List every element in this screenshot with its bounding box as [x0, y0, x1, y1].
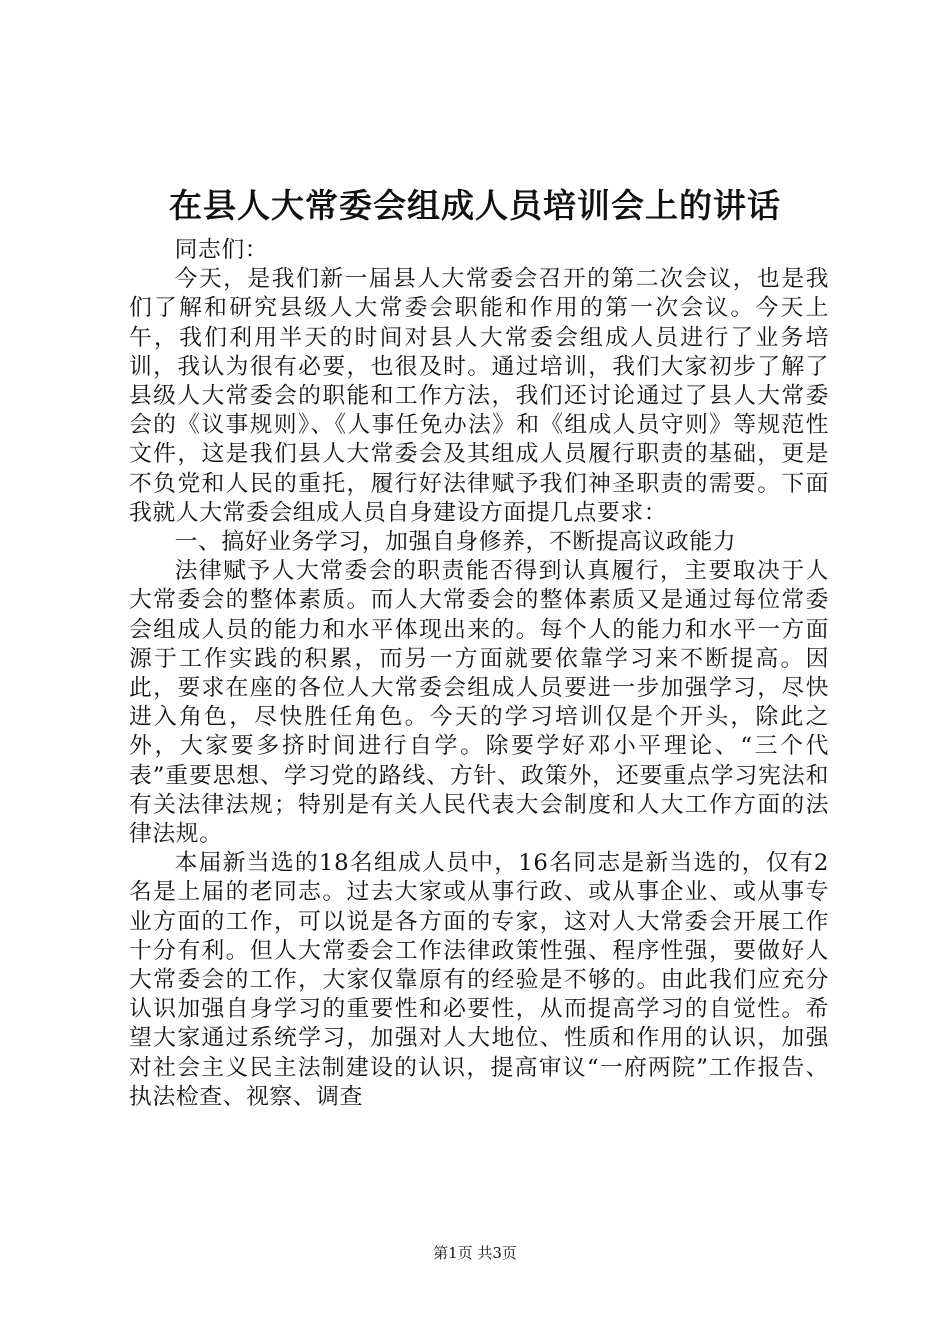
section-heading: 一、搞好业务学习，加强自身修养，不断提高议政能力	[174, 529, 737, 556]
paragraph: 法律赋予人大常委会的职责能否得到认真履行，主要取决于人大常委会的整体素质。而人大常委会的整体素质又是通过每位常委会组成人员的能力和水平体现出来的。每个人的能力和水平一方面源于工作实践的积累，而另一方面就要依靠学习来不断提高。因此，要求在座的各位人大常委会组成人员要进一步加强学习，尽快进入角色，尽快胜任角色。今天的学习培训仅是个开头，除此之外，大家要多挤时间进行自学。除要学好邓小平理论、“三个代表”重要思想、学习党的路线、方针、政策外，还要重点学习宪法和有关法律法规；特别是有关人民代表大会制度和人大工作方面的法律法规。	[129, 558, 829, 848]
document-title: 在县人大常委会组成人员培训会上的讲话	[169, 186, 781, 225]
page-footer: 第1页 共3页	[433, 1244, 517, 1262]
paragraph: 今天，是我们新一届县人大常委会召开的第二次会议，也是我们了解和研究县级人大常委会职能和作用的第一次会议。今天上午，我们利用半天的时间对县人大常委会组成人员进行了业务培训，我认为很有必要，也很及时。通过培训，我们大家初步了解了县级人大常委会的职能和工作方法，我们还讨论通过了县人大常委会的《议事规则》、《人事任免办法》和《组成人员守则》等规范性文件，这是我们县人大常委会及其组成人员履行职责的基础，更是不负党和人民的重托，履行好法律赋予我们神圣职责的需要。下面我就人大常委会组成人员自身建设方面提几点要求：	[129, 266, 829, 526]
paragraph: 本届新当选的18名组成人员中，16名同志是新当选的，仅有2名是上届的老同志。过去大家或从事行政、或从事企业、或从事专业方面的工作，可以说是各方面的专家，这对人大常委会开展工作十分有利。但人大常委会工作法律政策性强、程序性强，要做好人大常委会的工作，大家仅靠原有的经验是不够的。由此我们应充分认识加强自身学习的重要性和必要性，从而提高学习的自觉性。希望大家通过系统学习，加强对人大地位、性质和作用的认识，加强对社会主义民主法制建设的认识，提高审议“一府两院”工作报告、执法检查、视察、调查	[129, 850, 829, 1110]
salutation: 同志们：	[174, 237, 269, 263]
document-body	[129, 236, 829, 1112]
